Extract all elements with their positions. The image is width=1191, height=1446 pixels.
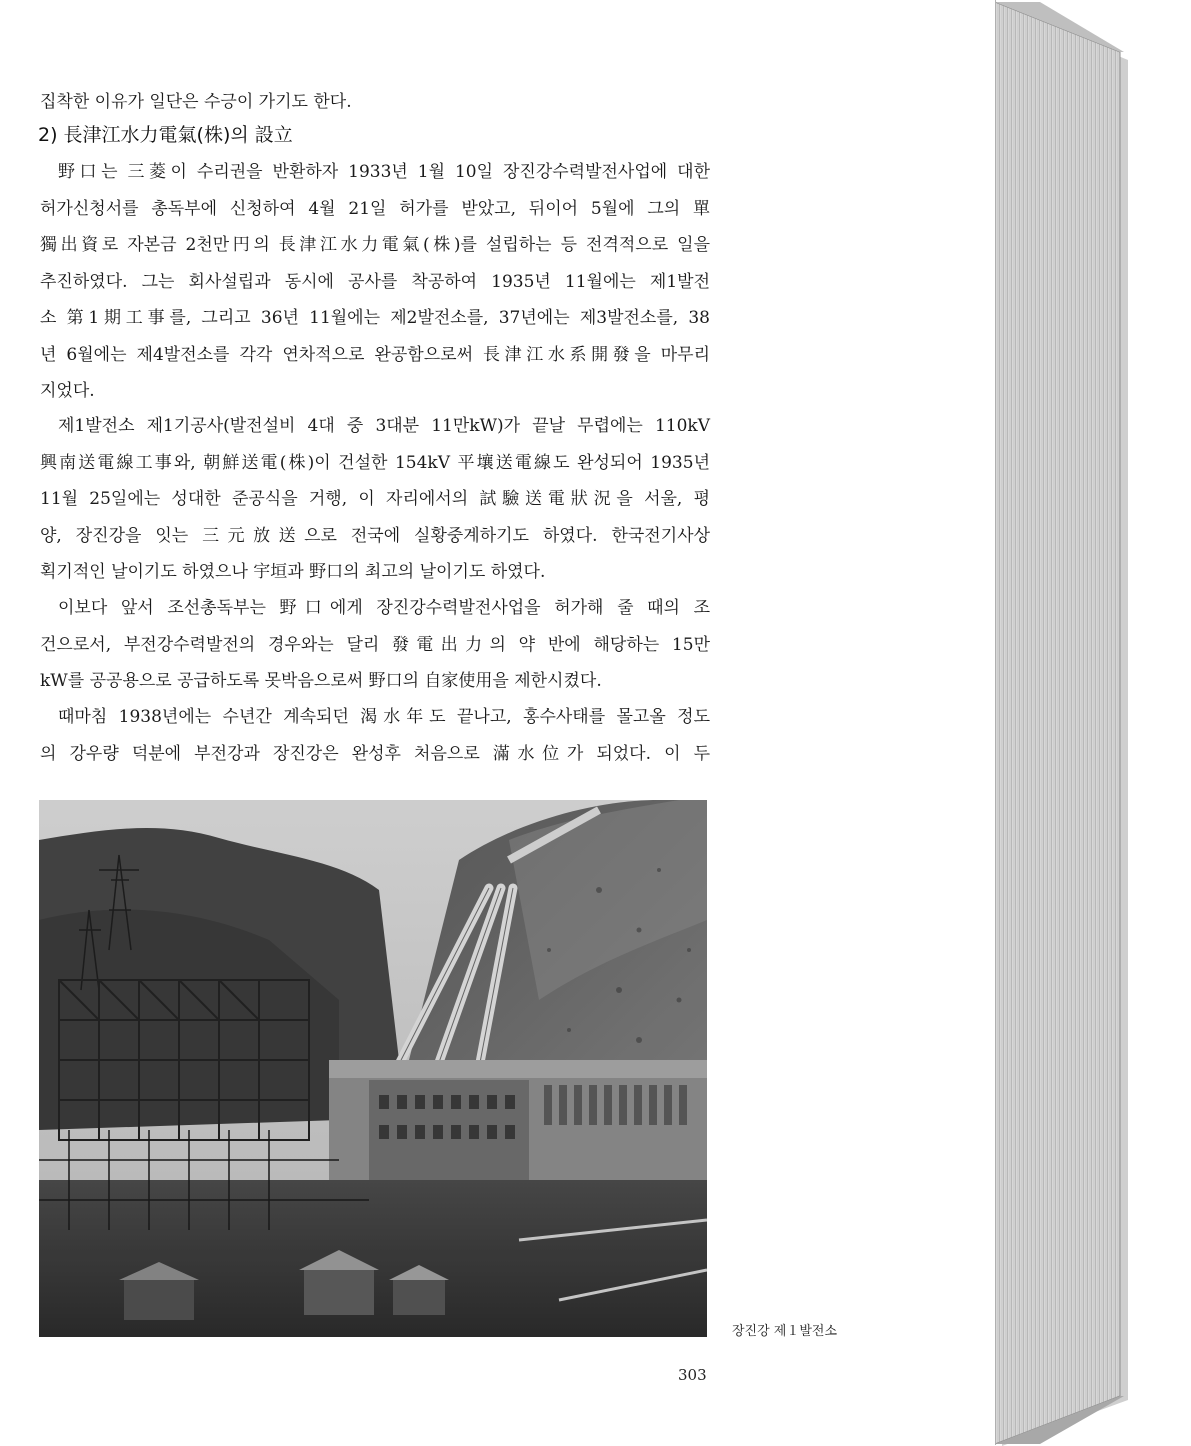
paragraph-1 bbox=[40, 154, 710, 410]
text-line: 제1발전소 제1기공사(발전설비 4대 중 3대분 11만kW)가 끝날 무렵에는 110kV bbox=[58, 416, 710, 436]
paragraph-4 bbox=[40, 699, 710, 772]
photo-caption: 장진강 제１발전소 bbox=[732, 1324, 838, 1339]
text-line: 건으로서, 부전강수력발전의 경우와는 달리 發電出力의 약 반에 해당하는 15만 bbox=[40, 634, 710, 655]
paragraph-2 bbox=[40, 408, 710, 591]
text-line: kW를 공공용으로 공급하도록 못박음으로써 野口의 自家使用을 제한시켰다. bbox=[40, 671, 602, 691]
power-plant-illustration bbox=[39, 800, 707, 1337]
text-line: 野口는 三菱이 수리권을 반환하자 1933년 1월 10일 장진강수력발전사업에 대한 bbox=[58, 162, 710, 182]
power-plant-photo bbox=[39, 800, 707, 1337]
page-number: 303 bbox=[678, 1366, 707, 1384]
text-line: 집착한 이유가 일단은 수긍이 가기도 한다. bbox=[40, 92, 352, 112]
paragraph-3 bbox=[40, 590, 710, 700]
text-line: 11월 25일에는 성대한 준공식을 거행, 이 자리에서의 試驗送電狀況을 서울, 평 bbox=[40, 489, 710, 509]
text-line: 허가신청서를 총독부에 신청하여 4월 21일 허가를 받았고, 뒤이어 5월에 그의 單 bbox=[40, 198, 710, 219]
text-line: 양, 장진강을 잇는 三元放送으로 전국에 실황중계하기도 하였다. 한국전기사상 bbox=[40, 525, 710, 546]
text-line: 때마침 1938년에는 수년간 계속되던 渴水年도 끝나고, 홍수사태를 몰고올 정도 bbox=[58, 707, 710, 727]
continued-text bbox=[40, 84, 710, 121]
text-line: 의 강우량 덕분에 부전강과 장진강은 완성후 처음으로 滿水位가 되었다. 이 두 bbox=[40, 743, 710, 764]
text-line: 지었다. bbox=[40, 381, 95, 401]
text-line: 년 6월에는 제4발전소를 각각 연차적으로 완공함으로써 長津江水系開發을 마무리 bbox=[40, 344, 710, 365]
text-line: 소 第1期工事를, 그리고 36년 11월에는 제2발전소를, 37년에는 제3발전소를, 38 bbox=[40, 308, 710, 328]
text-line: 추진하였다. 그는 회사설립과 동시에 공사를 착공하여 1935년 11월에는 제1발전 bbox=[40, 271, 710, 292]
text-line: 획기적인 날이기도 하였으나 宇垣과 野口의 최고의 날이기도 하였다. bbox=[40, 562, 546, 582]
section-heading: 2) 長津江水力電氣(株)의 設立 bbox=[38, 124, 293, 146]
text-line: 獨出資로 자본금 2천만円의 長津江水力電氣(株)를 설립하는 등 전격적으로 일을 bbox=[40, 235, 710, 255]
text-line: 이보다 앞서 조선총독부는 野口에게 장진강수력발전사업을 허가해 줄 때의 조 bbox=[58, 598, 710, 618]
text-line: 興南送電線工事와, 朝鮮送電(株)이 건설한 154kV 平壤送電線도 완성되어 1935년 bbox=[40, 452, 710, 473]
